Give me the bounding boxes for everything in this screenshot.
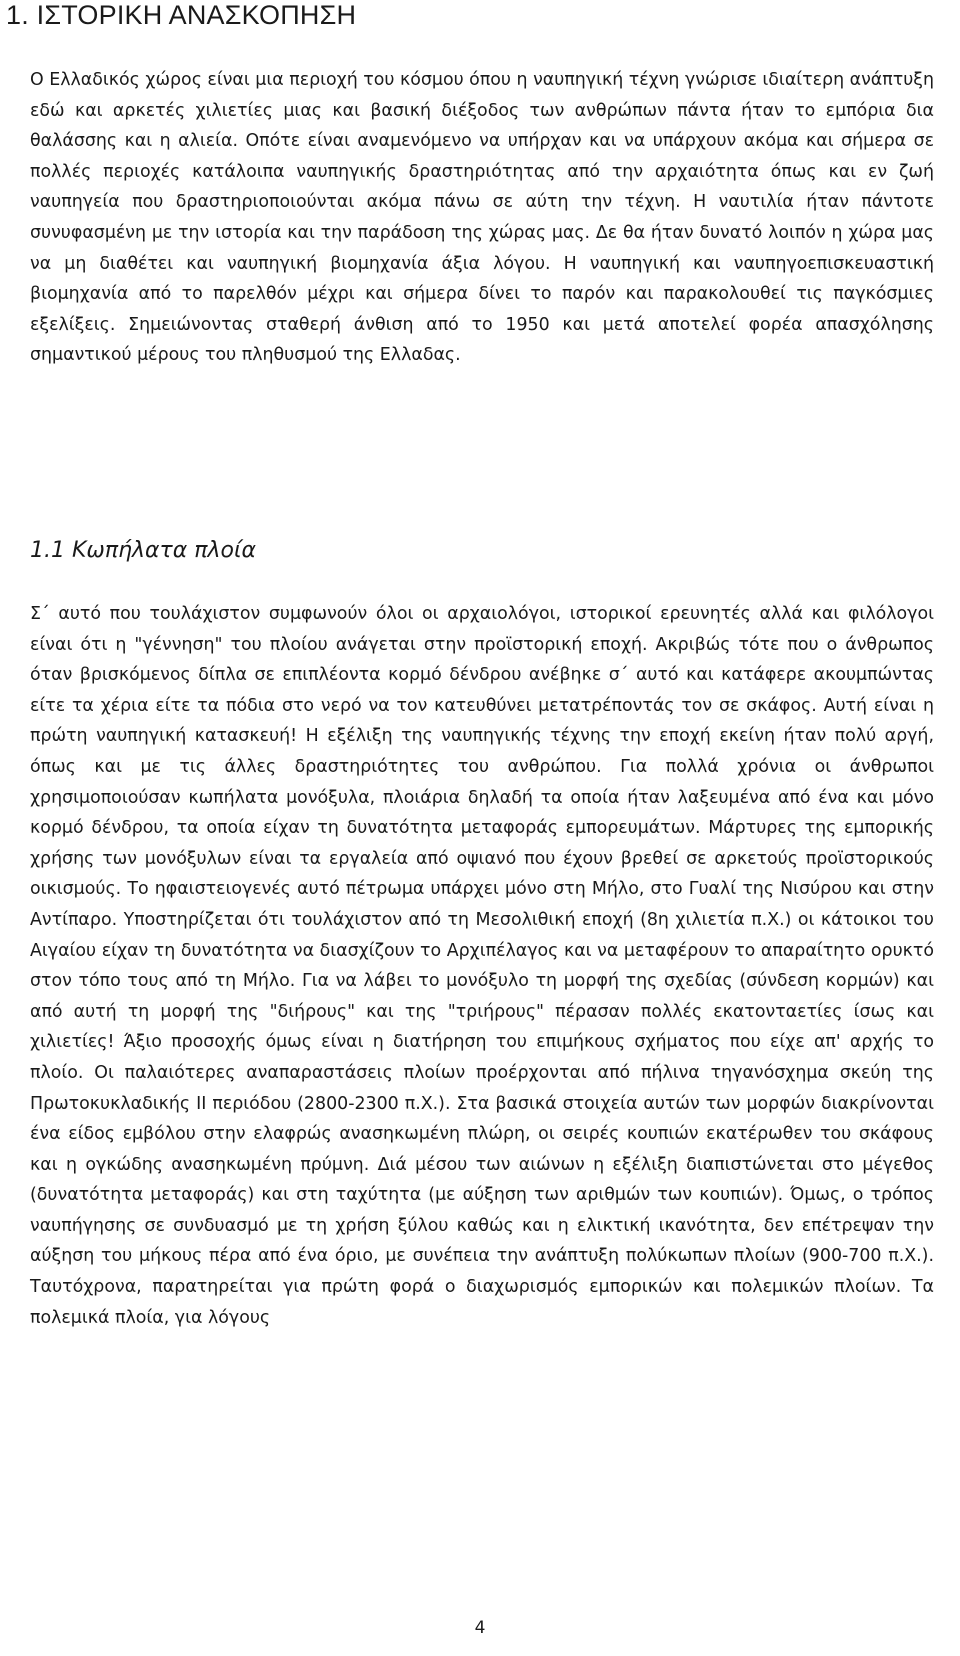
subsection-title: 1.1 Κωπήλατα πλοία [30,538,256,563]
section-title: 1. ΙΣΤΟΡΙΚΗ ΑΝΑΣΚΟΠΗΣΗ [6,0,357,30]
subsection-paragraph: Σ΄ αυτό που τουλάχιστον συμφωνούν όλοι οι αρχαιολόγοι, ιστορικοί ερευνητές αλλά και φιλόλογοι είναι ότι η "γέννηση" του πλοίου ανάγεται στην προϊστορική εποχή. Ακριβώς τότε που ο άνθρωπος όταν βρισκόμενος δίπλα σε επιπλέοντα κορμό δένδρου ανέβηκε σ΄ αυτό και κατάφερε ακουμπώντας είτε τα χέρια είτε τα πόδια στο νερό να τον κατευθύνει μετατρέποντάς τον σε σκάφος. Αυτή είναι η πρώτη ναυπηγική κατασκευή! Η εξέλιξη της ναυπηγικής τέχνης την εποχή εκείνη ήταν πολύ αργή, όπως και με τις άλλες δραστηριότητες του ανθρώπου. Για πολλά χρόνια οι άνθρωποι χρησιμοποιούσαν κωπήλατα μονόξυλα, πλοιάρια δηλαδή τα οποία ήταν λαξευμένα από ένα και μόνο κορμό δένδρου, τα οποία είχαν τη δυνατότητα μεταφοράς εμπορευμάτων. Μάρτυρες της εμπορικής χρήσης των μονόξυλων είναι τα εργαλεία από οψιανό που έχουν βρεθεί σε αρκετούς προϊστορικούς οικισμούς. Το ηφαιστειογενές αυτό πέτρωμα υπάρχει μόνο στη Μήλο, στο Γυαλί της Νισύρου και στην Αντίπαρο. Υποστηρίζεται ότι τουλάχιστον από τη Μεσολιθική εποχή (8η χιλιετία π.Χ.) οι κάτοικοι του Αιγαίου είχαν τη δυνατότητα να διασχίζουν το Αρχιπέλαγος και να μεταφέρουν το απαραίτητο ορυκτό στον τόπο τους από τη Μήλο. Για να λάβει το μονόξυλο τη μορφή της σχεδίας (σύνδεση κορμών) και από αυτή τη μορφή της "διήρους" και της "τριήρους" πέρασαν πολλές εκατονταετίες ίσως και χιλιετίες! Άξιο προσοχής όμως είναι η διατήρηση του επιμήκους σχήματος που είχε απ' αρχής το πλοίο. Οι παλαιότερες αναπαραστάσεις πλοίων προέρχονται από πήλινα τηγανόσχημα σκεύη της Πρωτοκυκλαδικής ΙΙ περιόδου (2800-2300 π.Χ.). Στα βασικά στοιχεία αυτών των μορφών διακρίνονται ένα είδος εμβόλου στην ελαφρώς ανασηκωμένη πλώρη, οι σειρές κουπιών εκατέρωθεν του σκάφους και η ογκώδης ανασηκωμένη πρύμνη. Διά μέσου των αιώνων η εξέλιξη διαπιστώνεται στο μέγεθος (δυνατότητα μεταφοράς) και στη ταχύτητα (με αύξηση των αριθμών των κουπιών). Όμως, ο τρόπος ναυπήγησης σε συνδυασμό με τη χρήση ξύλου καθώς και η ελικτική ικανότητα, δεν επέτρεψαν την αύξηση του μήκους πέρα από ένα όριο, με συνέπεια την ανάπτυξη πολύκωπων πλοίων (900-700 π.Χ.). Ταυτόχρονα, παρατηρείται για πρώτη φορά ο διαχωρισμός εμπορικών και πολεμικών πλοίων. Τα πολεμικά πλοία, για λόγους [30,604,934,1328]
page-number: 4 [474,1618,486,1638]
intro-paragraph: Ο Ελλαδικός χώρος είναι μια περιοχή του κόσμου όπου η ναυπηγική τέχνη γνώρισε ιδιαίτερη ανάπτυξη εδώ και αρκετές χιλιετίες μιας και βασική διέξοδος των ανθρώπων πάντα ήταν το εμπόρια δια θαλάσσης και η αλιεία. Οπότε είναι αναμενόμενο να υπήρχαν και να υπάρχουν ακόμα και σήμερα σε πολλές περιοχές κατάλοιπα ναυπηγικής δραστηριότητας από την αρχαιότητα όπως και εν ζωή ναυπηγεία που δραστηριοποιούνται ακόμα πάνω σε αύτη την τέχνη. Η ναυτιλία ήταν πάντοτε συνυφασμένη με την ιστορία και την παράδοση της χώρας μας. Δε θα ήταν δυνατό λοιπόν η χώρα μας να μη διαθέτει και ναυπηγική βιομηχανία άξια λόγου. Η ναυπηγική και ναυπηγοεπισκευαστική βιομηχανία από το παρελθόν μέχρι και σήμερα δίνει το παρόν και παρακολουθεί τις παγκόσμιες εξελίξεις. Σημειώνοντας σταθερή άνθιση από το 1950 και μετά αποτελεί φορέα απασχόλησης σημαντικού μέρους του πληθυσμού της Ελλαδας. [30,70,934,366]
